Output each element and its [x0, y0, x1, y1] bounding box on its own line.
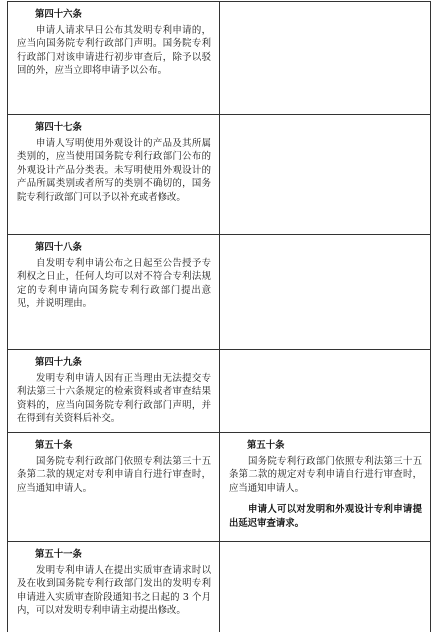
article-title: 第五十条: [247, 439, 285, 451]
article-body: 国务院专利行政部门依照专利法第三十五条第二款的规定对专利申请自行进行审查时，应当通知申请人。: [17, 455, 211, 494]
article-title: 第五十条: [35, 439, 73, 451]
left-cell: [8, 2, 220, 115]
article-body: 国务院专利行政部门依照专利法第三十五条第二款的规定对专利申请自行进行审查时，应当通知申请人。: [229, 455, 422, 494]
article-body: 自发明专利申请公布之日起至公告授予专利权之日止，任何人均可以对不符合专利法规定的专利申请向国务院专利行政部门提出意见，并说明理由。: [17, 257, 211, 310]
table-row: [8, 432, 431, 541]
right-cell: [220, 350, 431, 433]
comparison-table: [7, 1, 431, 632]
article-title: 第四十八条: [35, 242, 82, 253]
right-cell: [220, 235, 431, 350]
table-row: [8, 115, 431, 235]
article-body: 申请人请求早日公布其发明专利申请的，应当向国务院专利行政部门声明。国务院专利行政部门对该申请进行初步审查后，除予以驳回的外，应当立即将申请予以公布。: [17, 24, 211, 77]
article-body: 发明专利申请人在提出实质审查请求时以及在收到国务院专利行政部门发出的发明专利申请进入实质审查阶段通知书之日起的 3 个月内，可以对发明专利申请主动提出修改。: [17, 564, 211, 617]
table-row: [8, 350, 431, 433]
left-cell: [8, 235, 220, 350]
article-body: 发明专利申请人因有正当理由无法提交专利法第三十六条规定的检索资料或者审查结果资料的，应当向国务院专利行政部门声明，并在得到有关资料后补交。: [17, 372, 211, 425]
article-title: 第五十一条: [35, 548, 82, 560]
left-cell: [8, 115, 220, 235]
right-cell: [220, 115, 431, 235]
left-cell: [8, 350, 220, 433]
left-cell: [8, 432, 220, 541]
table-row: [8, 235, 431, 350]
right-cell: [220, 541, 431, 632]
right-cell: [220, 2, 431, 115]
article-body: 申请人写明使用外观设计的产品及其所属类别的，应当使用国务院专利行政部门公布的外观设计产品分类表。未写明使用外观设计的产品所属类别或者所写的类别不确切的，国务院专利行政部门可以予以补充或者修改。: [17, 137, 211, 203]
right-cell: [220, 432, 431, 541]
article-title: 第四十七条: [35, 122, 82, 133]
article-amendment-note: 申请人可以对发明和外观设计专利申请提出延迟审查请求。: [229, 504, 422, 529]
article-title: 第四十九条: [35, 357, 82, 368]
left-cell: [8, 541, 220, 632]
table-row: [8, 541, 431, 632]
table-row: [8, 2, 431, 115]
article-title: 第四十六条: [35, 9, 82, 20]
